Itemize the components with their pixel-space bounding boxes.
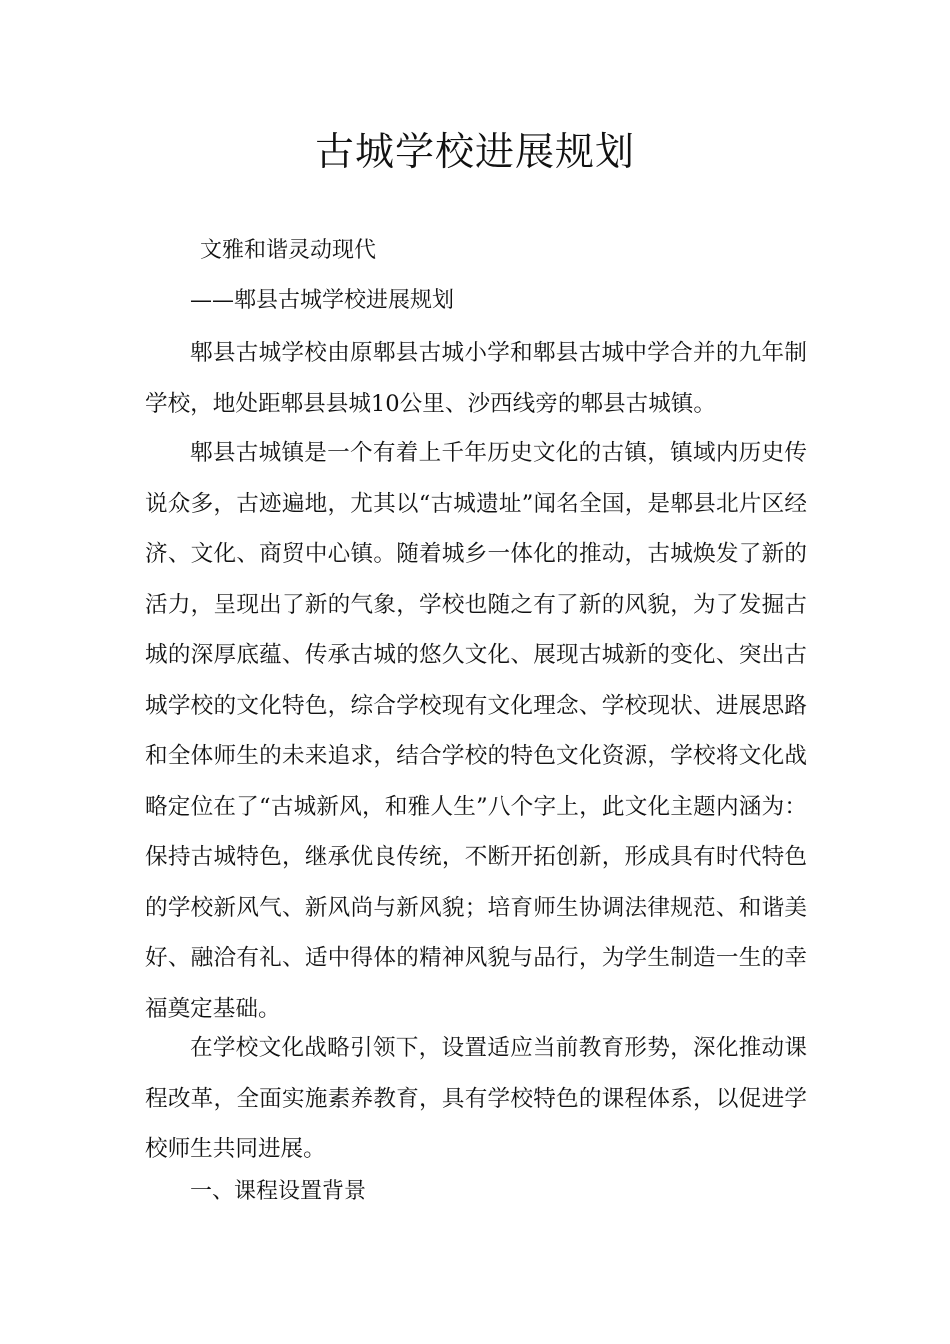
paragraph-town-history: 郫县古城镇是一个有着上千年历史文化的古镇，镇域内历史传说众多，古迹遍地，尤其以“古城遗址”闻名全国，是郫县北片区经济、文化、商贸中心镇。随着城乡一体化的推动，古城焕发了新的活力，呈现出了新的气象，学校也随之有了新的风貌，为了发掘古城的深厚底蕴、传承古城的悠久文化、展现古城新的变化、突出古城学校的文化特色，综合学校现有文化理念、学校现状、进展思路和全体师生的未来追求，结合学校的特色文化资源，学校将文化战略定位在了“古城新风，和雅人生”八个字上，此文化主题内涵为：保持古城特色，继承优良传统，不断开拓创新，形成具有时代特色的学校新风气、新风尚与新风貌；培育师生协调法律规范、和谐美好、融洽有礼、适中得体的精神风貌与品行，为学生制造一生的幸福奠定基础。: [145, 440, 807, 1022]
paragraph-intro: 郫县古城学校由原郫县古城小学和郫县古城中学合并的九年制学校，地处距郫县县城10公里、沙西线旁的郫县古城镇。: [145, 340, 807, 417]
paragraph-curriculum: 在学校文化战略引领下，设置适应当前教育形势，深化推动课程改革，全面实施素养教育，具有学校特色的课程体系，以促进学校师生共同进展。: [145, 1035, 807, 1162]
document-title: 古城学校进展规划: [314, 130, 635, 175]
section-heading: 一、课程设置背景: [190, 1179, 367, 1204]
document-subtitle-line2: ——郫县古城学校进展规划: [190, 288, 455, 313]
document-subtitle: 文雅和谐灵动现代: [200, 238, 377, 263]
